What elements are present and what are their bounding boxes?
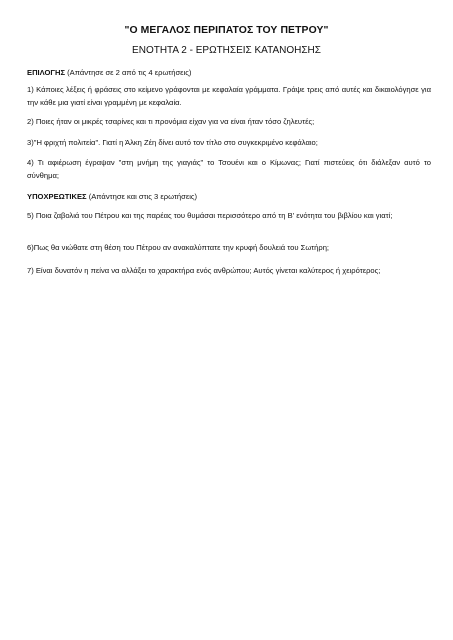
question-2: 2) Ποιες ήταν οι μικρές τσαρίνες και τι προνόμια είχαν για να είναι ήταν τόσο ζηλευτές; bbox=[27, 117, 315, 126]
section-label-mandatory: ΥΠΟΧΡΕΩΤΙΚΕΣ bbox=[27, 192, 87, 201]
section-label-optional: ΕΠΙΛΟΓΗΣ bbox=[27, 68, 66, 77]
document-title: "Ο ΜΕΓΑΛΟΣ ΠΕΡΙΠΑΤΟΣ ΤΟΥ ΠΕΤΡΟΥ" bbox=[124, 25, 329, 36]
question-7: 7) Είναι δυνατόν η πείνα να αλλάξει το χαρακτήρα ενός ανθρώπου; Αυτός γίνεται καλύτερος ή χειρότερος; bbox=[27, 266, 381, 275]
section-heading-mandatory bbox=[27, 192, 197, 202]
question-4: 4) Τι αφιέρωση έγραψαν "στη μνήμη της γιαγιάς" το Τσουένι και ο Κίμωνας; Γιατί πιστεύεις ότι διάλεξαν αυτό το σύνθημα; bbox=[27, 158, 431, 180]
question-6: 6)Πως θα νιώθατε στη θέση του Πέτρου αν ανακαλύπτατε την κρυφή δουλειά του Σωτήρη; bbox=[27, 243, 330, 252]
question-3: 3)"Η φριχτή πολιτεία". Γιατί η Άλκη Ζέη δίνει αυτό τον τίτλο στο συγκεκριμένο κεφάλαιο; bbox=[27, 138, 318, 147]
question-5: 5) Ποια ζαβολιά του Πέτρου και της παρέας του θυμάσαι περισσότερο από τη Β' ενότητα του βιβλίου και γιατί; bbox=[27, 211, 393, 220]
section-instruction-mandatory: (Απάντησε και στις 3 ερωτήσεις) bbox=[86, 192, 198, 201]
question-1: 1) Κάποιες λέξεις ή φράσεις στο κείμενο γράφονται με κεφαλαία γράμματα. Γράψε τρεις από αυτές και δικαιολόγησε για την κάθε μια γιατί είναι γραμμένη με κεφαλαία. bbox=[27, 85, 431, 107]
section-heading-optional bbox=[27, 68, 191, 78]
document-subtitle: ΕΝΟΤΗΤΑ 2 - ΕΡΩΤΗΣΕΙΣ ΚΑΤΑΝΟΗΣΗΣ bbox=[132, 45, 321, 56]
section-instruction-optional: (Απάντησε σε 2 από τις 4 ερωτήσεις) bbox=[65, 68, 192, 77]
